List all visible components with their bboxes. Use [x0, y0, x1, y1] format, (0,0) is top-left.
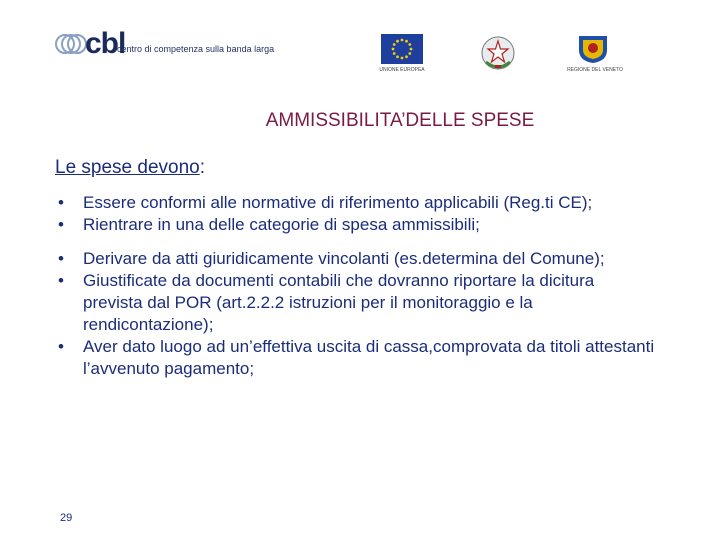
- logo-header: [0, 0, 720, 100]
- slide-title: AMMISSIBILITA’DELLE SPESE: [265, 110, 535, 131]
- intro-colon: :: [199, 157, 206, 178]
- list-item: • Rientrare in una delle categorie di spesa ammissibili;: [55, 214, 655, 236]
- lion-shield-icon: [577, 34, 609, 64]
- list-item: • Essere conformi alle normative di riferimento applicabili (Reg.ti CE);: [55, 192, 655, 214]
- cbl-tagline: centro di competenza sulla banda larga: [117, 44, 275, 54]
- page-number: 29: [60, 512, 73, 524]
- requirements-list: [55, 192, 655, 380]
- intro-line: [55, 157, 205, 179]
- eu-logo: [378, 34, 426, 78]
- eu-caption: UNIONE EUROPEA: [379, 67, 425, 73]
- list-item: • Derivare da atti giuridicamente vincolanti (es.determina del Comune);: [55, 248, 655, 270]
- eu-flag-icon: [381, 34, 423, 64]
- intro-text: Le spese devono: [55, 157, 200, 178]
- list-item: • Giustificate da documenti contabili che dovranno riportare la dicitura prevista dal POR (art.2.2.2 istruzioni per il monitoraggio e la rendicontazione);: [55, 270, 655, 336]
- veneto-logo: [565, 34, 625, 78]
- list-item: • Aver dato luogo ad un’effettiva uscita di cassa,comprovata da titoli attestanti l’avvenuto pagamento;: [55, 336, 655, 380]
- italian-emblem-icon: [478, 32, 518, 72]
- cbl-logo: [55, 27, 285, 64]
- cbl-wordmark: cbl: [85, 27, 126, 60]
- region-caption: REGIONE DEL VENETO: [567, 67, 623, 73]
